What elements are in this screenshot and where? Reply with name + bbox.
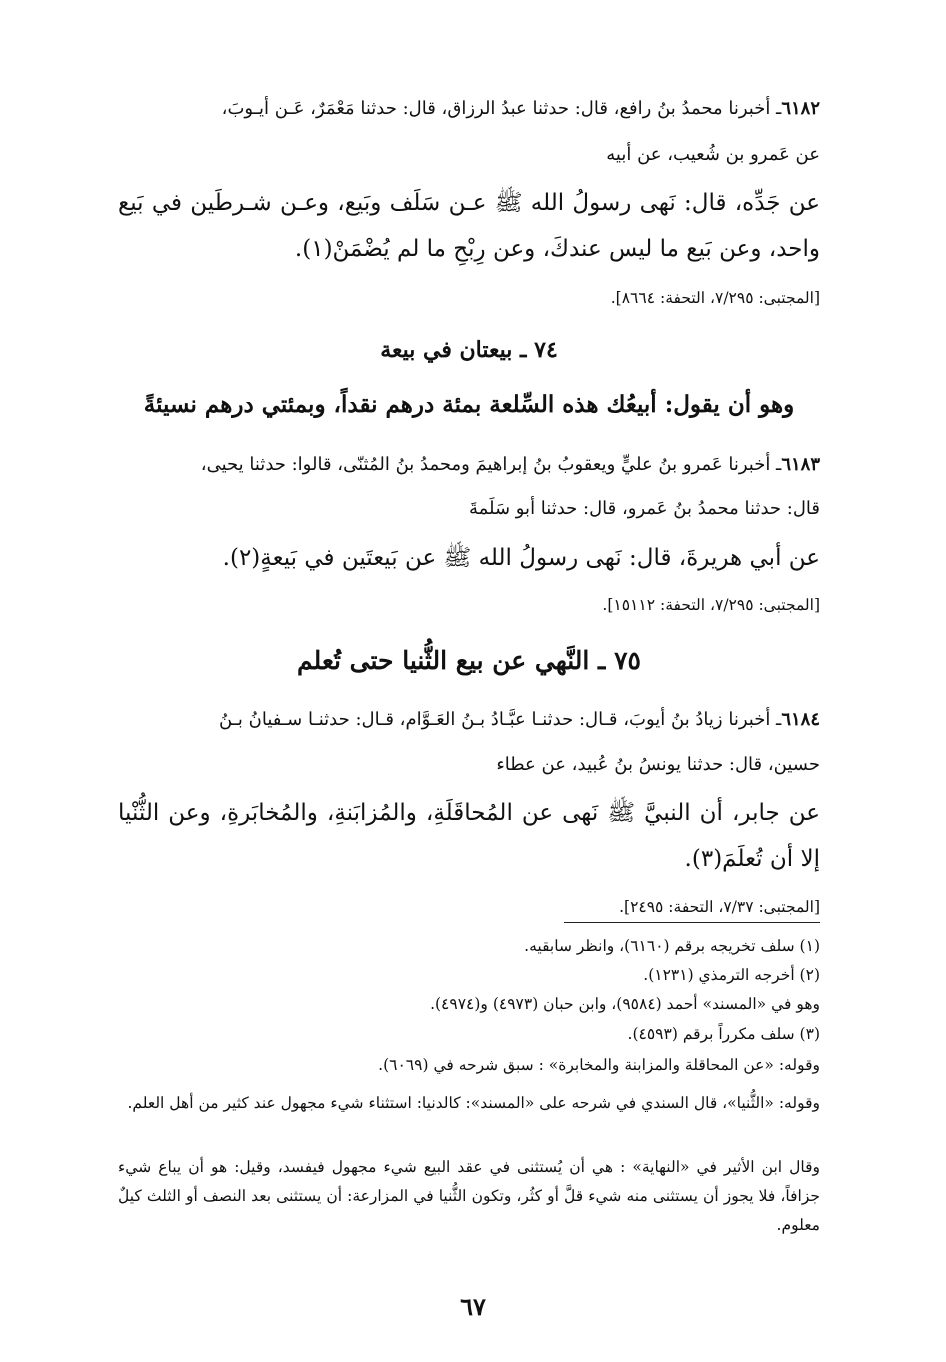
hadith-6184-text: عن جابر، أن النبيَّ ﷺ نَهى عن المُحاقَلَةِ، والمُزابَنةِ، والمُخابَرةِ، وعن الثُّنْيا إلا أن تُعلَمَ(٣). bbox=[118, 800, 820, 872]
hadith-6183-chain-cont bbox=[118, 486, 820, 532]
footnote-3-detail: وقوله: «عن المحاقلة والمزابنة والمخابرة» : سبق شرحه في (٦٠٦٩). bbox=[378, 1056, 820, 1074]
hadith-6184-chain-cont bbox=[118, 742, 820, 788]
hadith-number: ٦١٨٤ bbox=[781, 709, 820, 730]
chapter-75-title: ٧٥ ـ النَّهي عن بيع الثُّنيا حتى تُعلم bbox=[297, 646, 641, 675]
footnote-separator bbox=[564, 922, 820, 923]
hadith-number: ٦١٨٣ bbox=[781, 454, 820, 475]
hadith-6182-reference: [المجتبى: ٧/٢٩٥، التحفة: ٨٦٦٤]. bbox=[610, 289, 820, 307]
footnote-3-nihaya: وقال ابن الأثير في «النهاية» : هي أن يُستثنى في عقد البيع شيء مجهول فيفسد، وقيل: هو أن يباع شيء جزافاً، فلا يجوز أن يستثنى منه شيء قلَّ أو كثُر، وتكون الثُّنيا في المزارعة: أن يستثنى بعد النصف أو الثلث كيلٌ معلوم. bbox=[118, 1158, 820, 1234]
hadith-number: ٦١٨٢ bbox=[781, 98, 820, 119]
footnote-2: (٢) أخرجه الترمذي (١٢٣١). bbox=[643, 966, 820, 984]
chapter-74-title: ٧٤ ـ بيعتان في بيعة bbox=[380, 337, 558, 363]
chain-line: ـ أخبرنا زيادُ بنُ أيوبَ، قـال: حدثنـا عبَّـادُ بـنُ العَـوَّام، قـال: حدثنـا سـفيانُ بـنُ bbox=[218, 709, 782, 730]
hadith-6184-reference: [المجتبى: ٧/٣٧، التحفة: ٢٤٩٥]. bbox=[619, 898, 820, 916]
hadith-6183-chain bbox=[118, 442, 820, 488]
hadith-6184-chain bbox=[118, 697, 820, 743]
chain-line: ـ أخبرنا عَمرو بنُ عليٍّ ويعقوبُ بنُ إبراهيمَ ومحمدُ بنُ المُثنّى، قالوا: حدثنا يحيى، bbox=[200, 454, 782, 475]
chapter-74-subtitle: وهو أن يقول: أبيعُك هذه السِّلعة بمئة درهم نقداً، وبمئتي درهم نسيئةً bbox=[143, 391, 795, 418]
footnote-2-detail: وهو في «المسند» أحمد (٩٥٨٤)، وابن حبان (٤٩٧٣) و(٤٩٧٤). bbox=[430, 995, 820, 1013]
chain-line: حسين، قال: حدثنا يونسُ بنُ عُبيد، عن عطاء bbox=[496, 754, 820, 775]
hadith-6183-text: عن أبي هريرةَ، قال: نَهى رسولُ الله ﷺ عن بَيعتَين في بَيعةٍ(٢). bbox=[222, 545, 820, 571]
chain-line: ـ أخبرنا محمدُ بنُ رافع، قال: حدثنا عبدُ الرزاق، قال: حدثنا مَعْمَرٌ، عَـن أيـوبَ، bbox=[221, 98, 782, 119]
chain-line: قال: حدثنا محمدُ بنُ عَمرو، قال: حدثنا أبو سَلَمةَ bbox=[468, 498, 820, 519]
hadith-6182-chain bbox=[118, 86, 820, 132]
page-number: ٦٧ bbox=[460, 1292, 486, 1321]
footnote-3: (٣) سلف مكرراً برقم (٤٥٩٣). bbox=[627, 1025, 820, 1043]
chain-line: عن عَمرو بن شُعيب، عن أبيه bbox=[606, 144, 820, 165]
footnote-1: (١) سلف تخريجه برقم (٦١٦٠)، وانظر سابقيه. bbox=[524, 937, 820, 955]
footnote-3-thunya: وقوله: «الثُّنيا»، قال السندي في شرحه على «المسند»: كالدنيا: استثناء شيء مجهول عند كثير من أهل العلم. bbox=[127, 1094, 820, 1112]
hadith-6182-text: عن جَدِّه، قال: نَهى رسولُ الله ﷺ عـن سَلَف وبَيع، وعـن شـرطَين في بَيع واحد، وعن بَيع ما ليس عندكَ، وعن رِبْحِ ما لم يُضْمَنْ(١). bbox=[118, 190, 820, 262]
hadith-6182-chain-cont bbox=[118, 132, 820, 178]
hadith-6183-reference: [المجتبى: ٧/٢٩٥، التحفة: ١٥١١٢]. bbox=[602, 596, 820, 614]
